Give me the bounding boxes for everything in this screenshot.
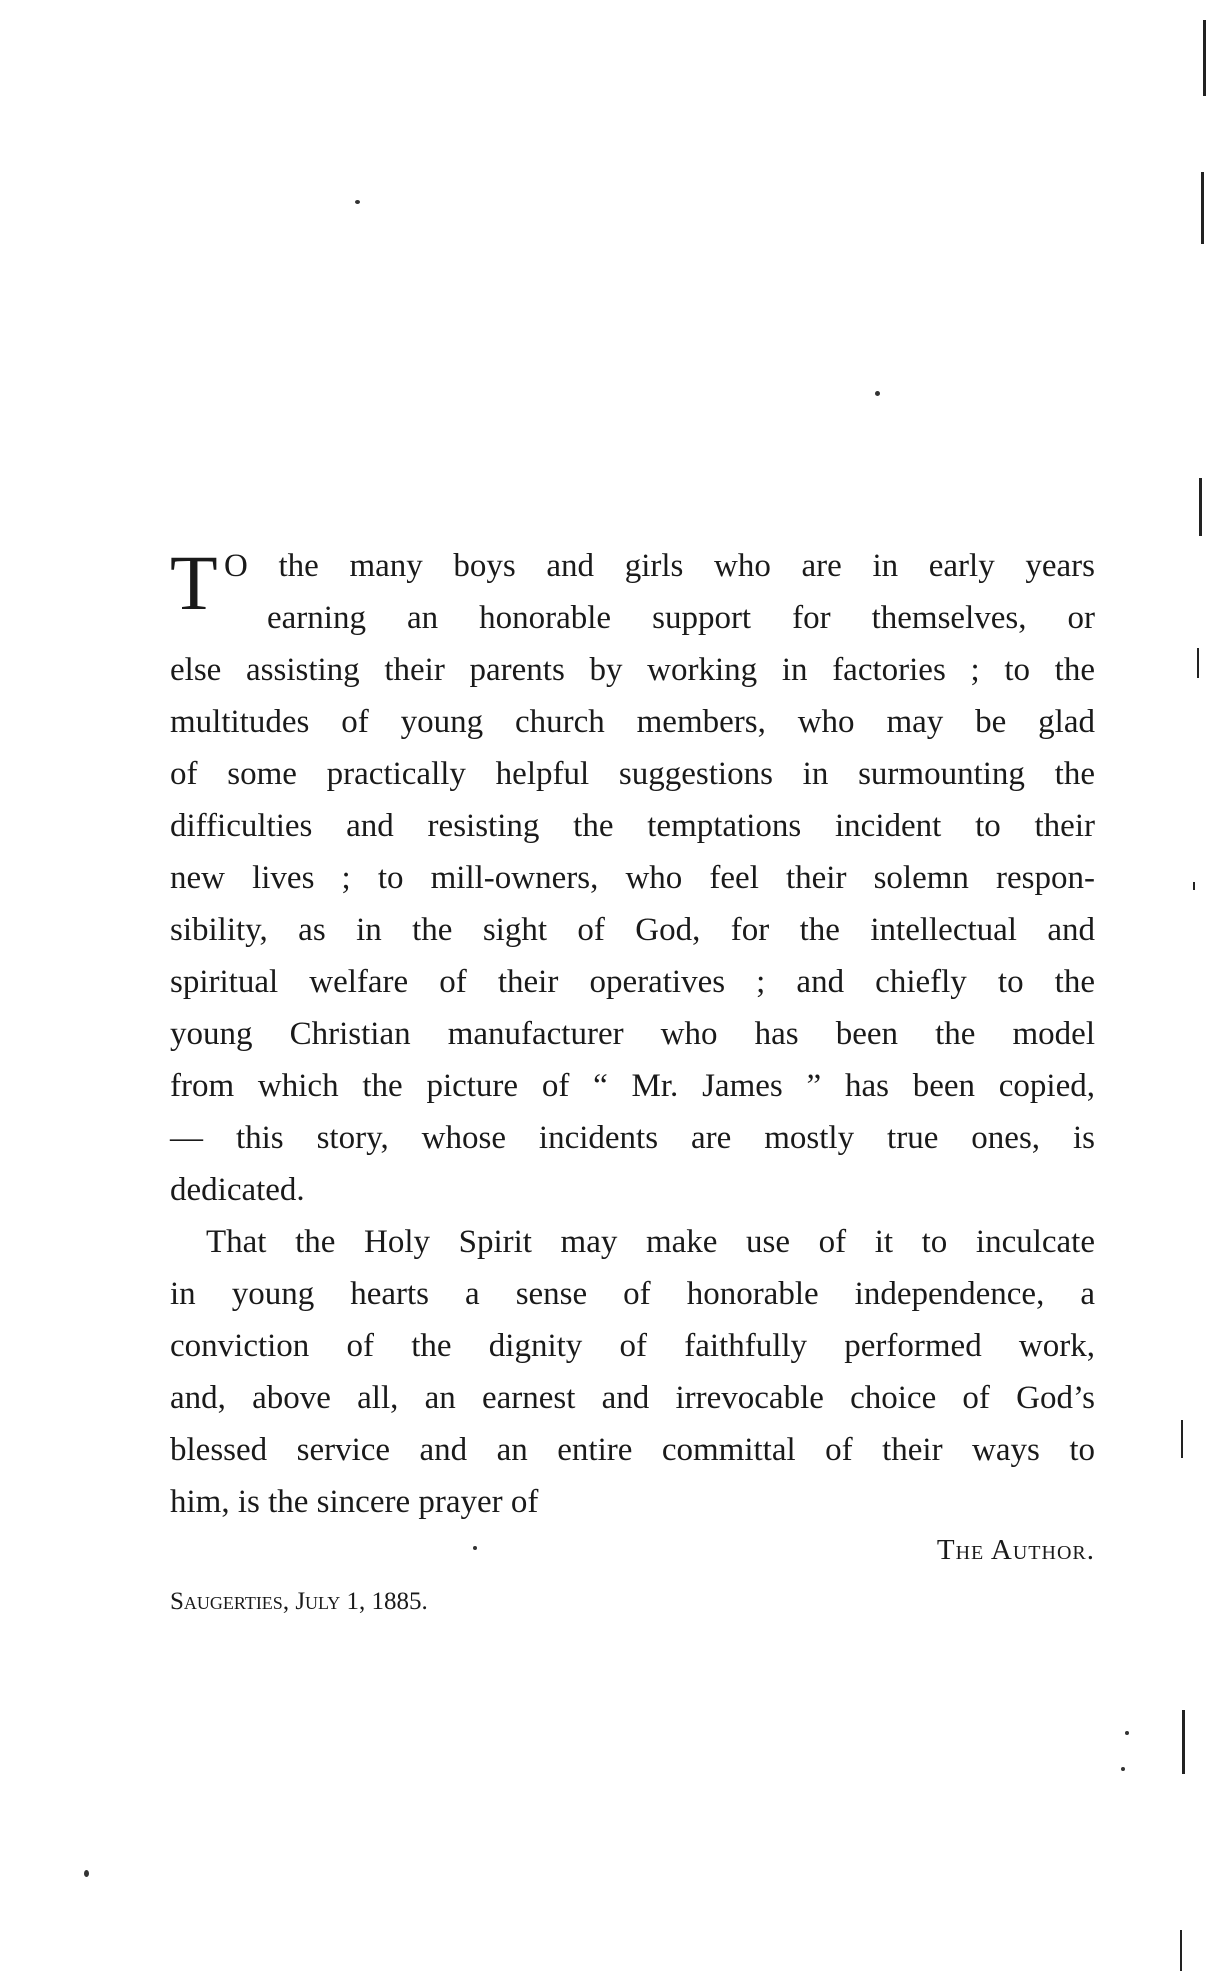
dedication-line-3: else assisting their parents by working in factories ; to the	[170, 652, 1095, 688]
dedication-line-8: sibility, as in the sight of God, for the intellectual and	[170, 912, 1095, 948]
scan-mark	[1203, 20, 1206, 96]
dedication-line-1: O the many boys and girls who are in early years	[224, 548, 1095, 584]
dedication-line-7: new lives ; to mill-owners, who feel their solemn respon-	[170, 860, 1095, 896]
scan-mark	[1201, 172, 1204, 244]
scan-speck	[84, 1870, 89, 1877]
scan-speck	[1125, 1731, 1129, 1735]
dedication-line-9: spiritual welfare of their operatives ; and chiefly to the	[170, 964, 1095, 1000]
scan-speck	[473, 1546, 477, 1550]
dedication-line-4: multitudes of young church members, who may be glad	[170, 704, 1095, 740]
scan-mark	[1193, 882, 1195, 890]
dedication-line-11: from which the picture of “ Mr. James ” has been copied,	[170, 1068, 1095, 1104]
dedication-line-6: difficulties and resisting the temptations incident to their	[170, 808, 1095, 844]
prayer-line-6: him, is the sincere prayer of	[170, 1484, 539, 1520]
scan-mark	[1182, 1710, 1185, 1774]
author-signature: The Author.	[936, 1534, 1095, 1566]
scan-mark	[1199, 478, 1202, 536]
dedication-line-5: of some practically helpful suggestions in surmounting the	[170, 756, 1095, 792]
dedication-line-10: young Christian manufacturer who has been the model	[170, 1016, 1095, 1052]
dedication-line-13: dedicated.	[170, 1172, 305, 1208]
dedication-line-2: earning an honorable support for themselves, or	[267, 600, 1095, 636]
scan-mark	[1180, 1930, 1182, 1971]
prayer-line-2: in young hearts a sense of honorable independence, a	[170, 1276, 1095, 1312]
prayer-line-5: blessed service and an entire committal of their ways to	[170, 1432, 1095, 1468]
prayer-line-3: conviction of the dignity of faithfully performed work,	[170, 1328, 1095, 1364]
dedication-line-12: — this story, whose incidents are mostly true ones, is	[170, 1120, 1095, 1156]
drop-cap: T	[170, 539, 218, 626]
scan-mark	[1181, 1420, 1183, 1458]
prayer-line-4: and, above all, an earnest and irrevocable choice of God’s	[170, 1380, 1095, 1416]
dedication-text	[170, 540, 1095, 1528]
scan-speck	[875, 391, 880, 396]
prayer-line-1: That the Holy Spirit may make use of it to inculcate	[206, 1224, 1095, 1260]
place-date: Saugerties, July 1, 1885.	[170, 1588, 428, 1615]
scan-speck	[355, 200, 360, 204]
scan-speck	[1121, 1767, 1125, 1771]
scan-mark	[1197, 648, 1199, 678]
